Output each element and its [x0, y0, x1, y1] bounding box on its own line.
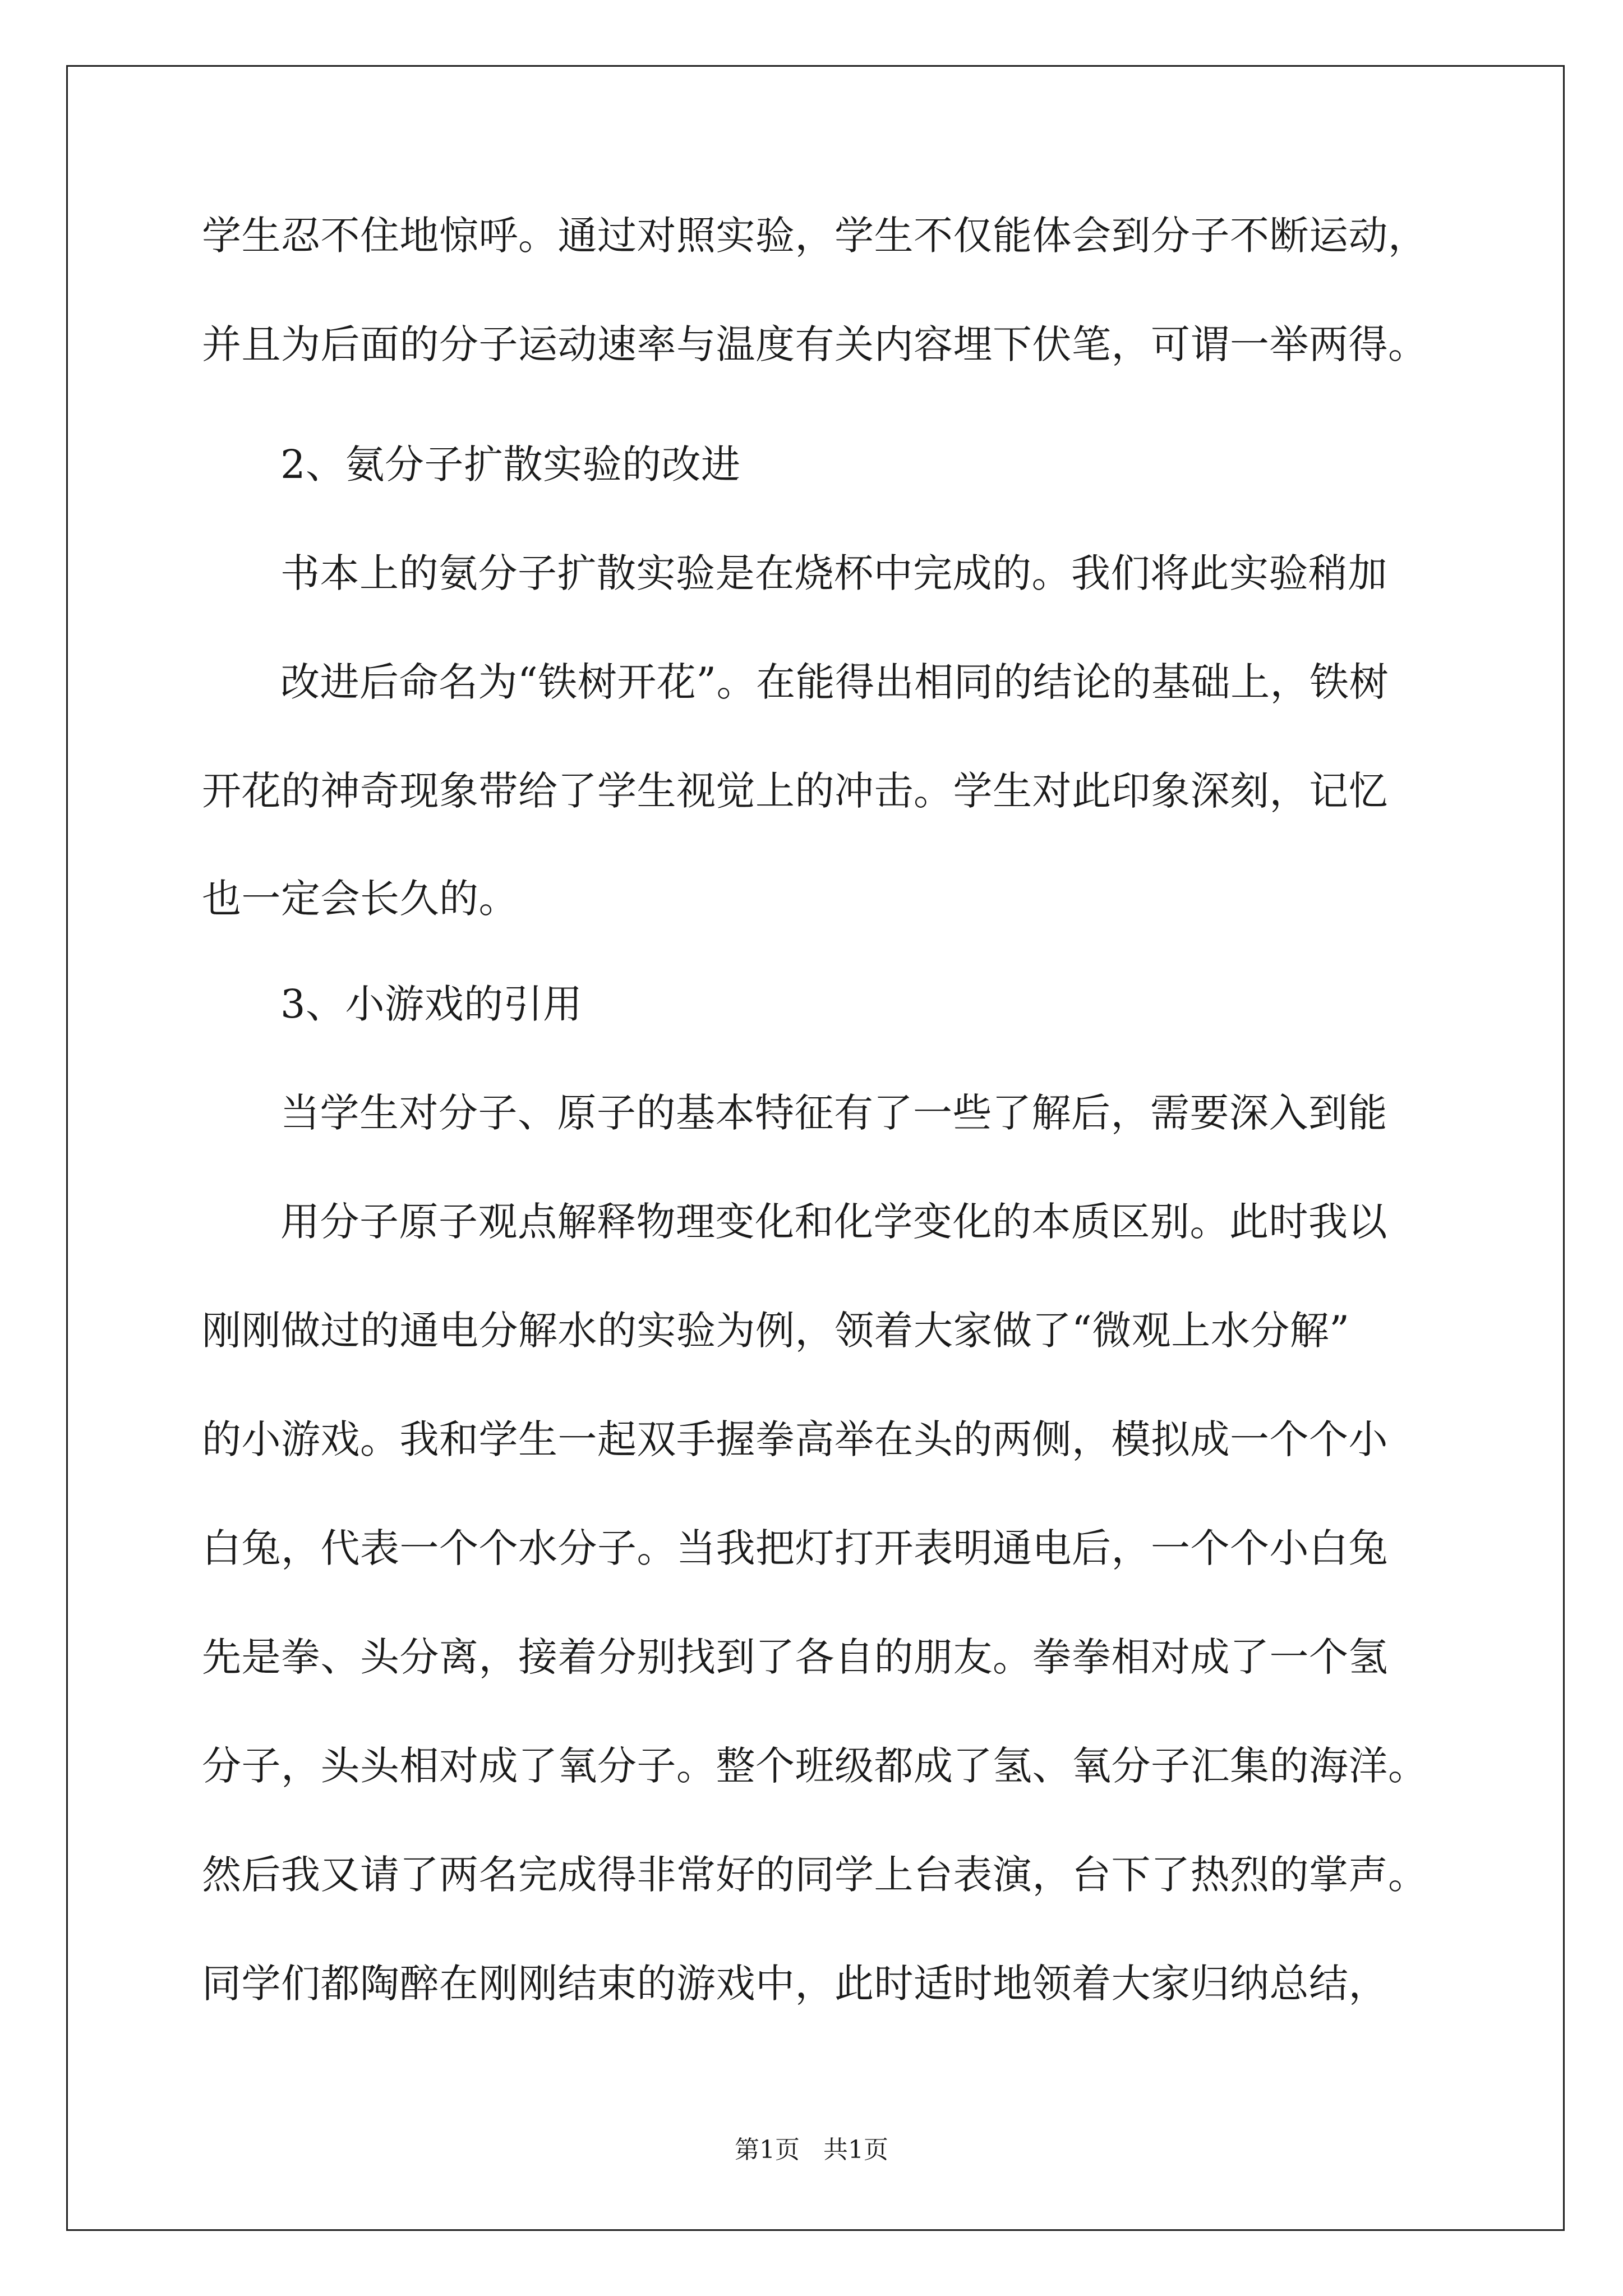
text-line: 然后我又请了两名完成得非常好的同学上台表演，台下了热烈的掌声。: [202, 1852, 1428, 1898]
section-heading: 2、氨分子扩散实验的改进: [280, 441, 741, 487]
text-line: 的小游戏。我和学生一起双手握拳高举在头的两侧，模拟成一个个小: [202, 1416, 1388, 1462]
text-line: 用分子原子观点解释物理变化和化学变化的本质区别。此时我以: [280, 1199, 1387, 1245]
text-line: 学生忍不住地惊呼。通过对照实验，学生不仅能体会到分子不断运动，: [202, 213, 1428, 259]
text-line: 同学们都陶醉在刚刚结束的游戏中，此时适时地领着大家归纳总结，: [202, 1961, 1388, 2007]
text-line: 分子，头头相对成了氧分子。整个班级都成了氢、氧分子汇集的海洋。: [202, 1743, 1428, 1789]
text-line: 白兔，代表一个个水分子。当我把灯打开表明通电后，一个个小白兔: [202, 1525, 1388, 1571]
section-heading: 3、小游戏的引用: [280, 981, 583, 1027]
text-line: 改进后命名为“铁树开花”。在能得出相同的结论的基础上，铁树: [280, 659, 1389, 705]
text-line: 书本上的氨分子扩散实验是在烧杯中完成的。我们将此实验稍加: [280, 550, 1387, 596]
text-line: 先是拳、头分离，接着分别找到了各自的朋友。拳拳相对成了一个氢: [202, 1634, 1388, 1680]
text-line: 也一定会长久的。: [202, 876, 518, 922]
text-line: 并且为后面的分子运动速率与温度有关内容埋下伏笔，可谓一举两得。: [202, 321, 1428, 367]
text-line: 当学生对分子、原子的基本特征有了一些了解后，需要深入到能: [280, 1090, 1387, 1136]
text-line: 刚刚做过的通电分解水的实验为例，领着大家做了“微观上水分解”: [202, 1308, 1350, 1354]
text-line: 开花的神奇现象带给了学生视觉上的冲击。学生对此印象深刻，记忆: [202, 768, 1388, 814]
page-footer: 第1页 共1页: [735, 2136, 888, 2164]
